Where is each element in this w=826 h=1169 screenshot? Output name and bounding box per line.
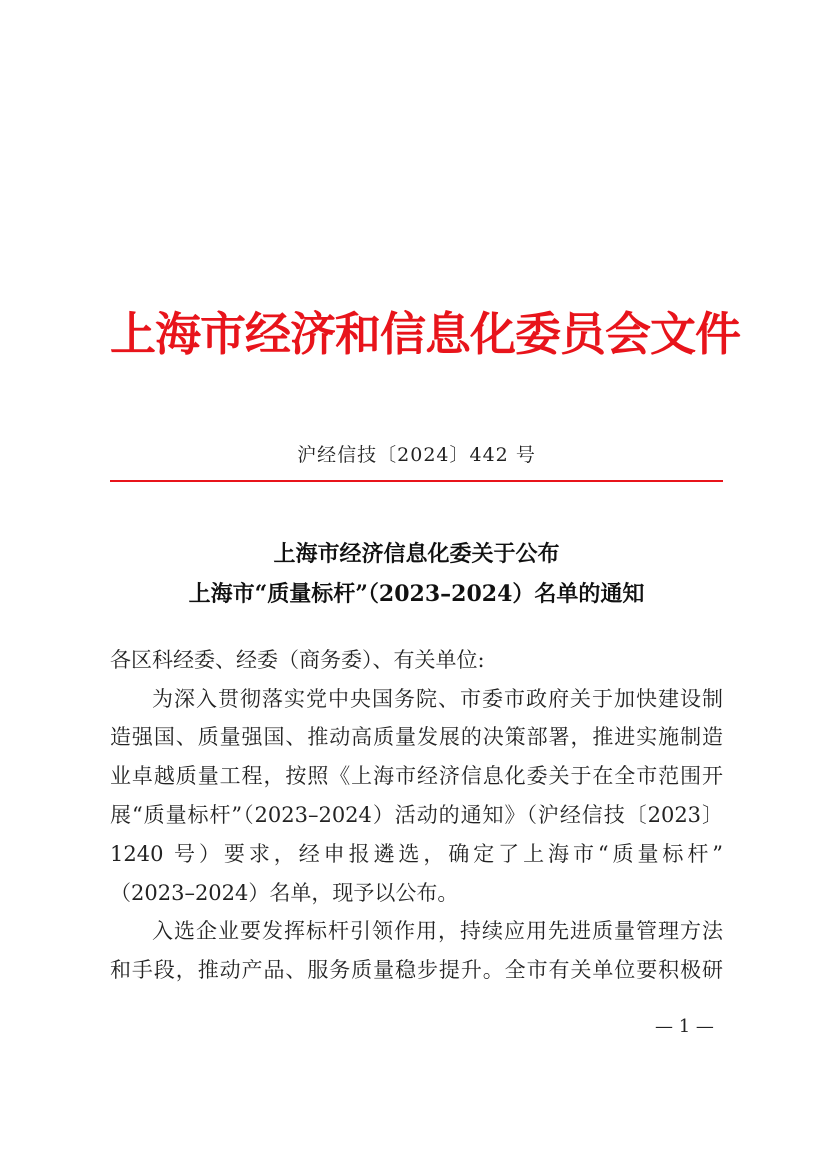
red-divider — [110, 480, 723, 482]
page-number: — 1 — — [655, 1016, 714, 1037]
body-line: 1240 号）要求，经申报遴选，确定了上海市“质量标杆” — [110, 842, 723, 866]
salutation: 各区科经委、经委（商务委）、有关单位: — [110, 648, 485, 672]
document-number: 沪经信技〔2024〕442 号 — [297, 444, 536, 466]
body-line: 和手段，推动产品、服务质量稳步提升。全市有关单位要积极研 — [110, 958, 723, 982]
body-line: 业卓越质量工程，按照《上海市经济信息化委关于在全市范围开 — [110, 764, 723, 788]
body-line: 为深入贯彻落实党中央国务院、市委市政府关于加快建设制 — [152, 687, 723, 711]
body-line: 造强国、质量强国、推动高质量发展的决策部署，推进实施制造 — [110, 725, 723, 749]
headline-line-2: 上海市“质量标杆”（2023–2024）名单的通知 — [188, 581, 645, 607]
headline-line-1: 上海市经济信息化委关于公布 — [273, 541, 560, 567]
body-line: 入选企业要发挥标杆引领作用，持续应用先进质量管理方法 — [152, 919, 723, 943]
body-line: 展“质量标杆”（2023–2024）活动的通知》（沪经信技〔2023〕 — [110, 803, 723, 827]
issuer-title: 上海市经济和信息化委员会文件 — [110, 307, 740, 361]
body-line: （2023–2024）名单，现予以公布。 — [110, 881, 459, 905]
